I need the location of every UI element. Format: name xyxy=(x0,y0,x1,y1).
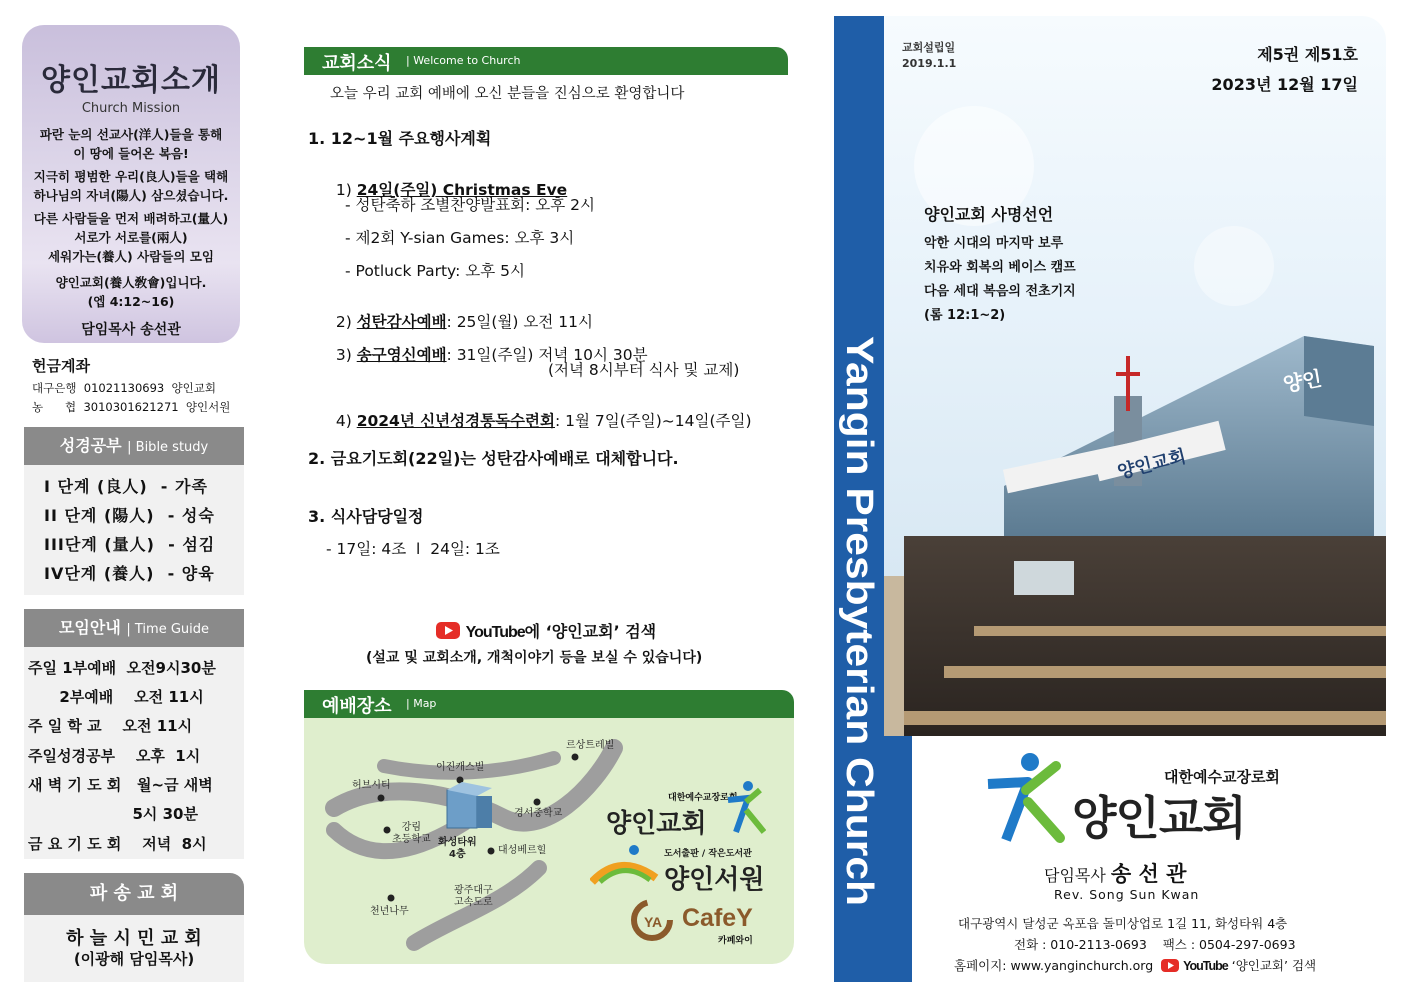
issue-volume: 제5권 제51호 xyxy=(1257,45,1358,64)
item-2-title: 성탄감사예배 xyxy=(356,313,447,331)
church-logo-icon xyxy=(718,780,766,834)
mission-church-pastor: (이광해 담임목사) xyxy=(73,950,195,968)
map-place: 광주대구 고속도로 xyxy=(454,885,493,908)
youtube-brand: YouTube xyxy=(465,624,525,641)
church-photo xyxy=(884,16,1386,736)
map-panel xyxy=(304,718,794,964)
youtube-icon xyxy=(436,622,460,639)
cafe-logo-icon xyxy=(630,898,678,942)
item-2: 2) 성탄감사예배: 25일(월) 오전 11시 xyxy=(335,313,593,331)
statement-list xyxy=(924,232,1076,328)
bible-study-row: III단계 (量人) - 섬김 xyxy=(44,535,216,554)
logo-small-text: 대한예수교장로회 xyxy=(668,793,738,803)
item-3: 3) 송구영신예배: 31일(주일) 저녁 10시 30분 xyxy=(335,346,648,364)
logo-text: 양인교회 xyxy=(606,809,707,839)
statement-line: 다음 세대 복음의 전초기지 xyxy=(924,284,1076,299)
time-guide-row: 새 벽 기 도 회 월~금 새벽 xyxy=(28,776,213,794)
church-logo-large-icon xyxy=(982,752,1066,844)
time-guide-header: 모임안내 | Time Guide xyxy=(24,609,244,647)
footer-pastor-name: 송 선 관 xyxy=(1110,862,1187,886)
time-guide-title: 모임안내 xyxy=(58,618,121,637)
logo-cafe xyxy=(682,904,753,946)
giving-title: 헌금계좌 xyxy=(32,357,90,375)
time-guide-row: 금 요 기 도 회 저녁 8시 xyxy=(28,835,207,853)
mission-subtitle: Church Mission xyxy=(81,101,181,116)
cover-panel xyxy=(884,16,1386,736)
section-3-detail: - 17일: 4조 l 24일: 1조 xyxy=(326,540,500,558)
map-title-en: | Map xyxy=(406,697,437,710)
map-place: 대성베르힐 xyxy=(498,845,547,856)
item-3-title: 송구영신예배 xyxy=(356,346,447,364)
item-4-title: 2024년 신년성경통독수련회 xyxy=(356,412,555,430)
footer-phone: 전화 : 010-2113-0693 팩스 : 0504-297-0693 xyxy=(1014,937,1296,952)
vertical-church-title xyxy=(834,330,884,910)
bible-study-row: II 단계 (陽人) - 성숙 xyxy=(44,506,215,525)
mission-text-4: 양인교회(養人敎會)입니다. (엡 4:12~16) xyxy=(55,275,207,309)
section-3-title: 3. 식사담당일정 xyxy=(308,507,424,526)
tower-sign-text: 양인 xyxy=(1281,366,1324,397)
logo-yangin-bookstore xyxy=(664,846,764,896)
map-place: 르상트레빌 xyxy=(566,740,615,751)
item-1-title: 24일(주일) Christmas Eve xyxy=(356,181,568,199)
bible-study-title-en: Bible study xyxy=(135,440,209,455)
cover-bottom-bar xyxy=(884,736,912,982)
map-header xyxy=(304,690,794,718)
mission-church-header: 파 송 교 회 xyxy=(24,873,244,915)
item-1: 1) 24일(주일) Christmas Eve xyxy=(335,181,568,199)
time-guide-row: 주일성경공부 오후 1시 xyxy=(28,747,201,765)
founded-block xyxy=(902,40,956,72)
statement-line: (롬 12:1~2) xyxy=(924,308,1006,323)
footer-web-line xyxy=(954,956,1316,974)
news-title-en: | Welcome to Church xyxy=(406,54,521,67)
youtube-subtext: (설교 및 교회소개, 개척이야기 등을 보실 수 있습니다) xyxy=(366,650,703,666)
item-1-detail: - Potluck Party: 오후 5시 xyxy=(345,262,525,280)
bible-study-row: I 단계 (良人) - 가족 xyxy=(44,477,208,496)
logo-small-text: 카페와이 xyxy=(718,936,753,946)
mission-panel xyxy=(22,25,240,343)
section-1-title: 1. 12~1월 주요행사계획 xyxy=(308,129,492,148)
logo-text: 양인서원 xyxy=(664,865,765,895)
time-guide-title-en: Time Guide xyxy=(134,622,210,637)
footer-church-name: 양인교회 xyxy=(1072,791,1246,845)
founded-label: 교회설립일 xyxy=(902,41,956,54)
mission-text-3: 다른 사람들을 먼저 배려하고(量人) 서로가 서로를(兩人) 세워가는(養人) 사람들의 모임 xyxy=(33,211,229,264)
bible-study-title: 성경공부 xyxy=(59,436,122,455)
map-place: 강림 초등학교 xyxy=(392,822,431,845)
news-header xyxy=(304,47,788,75)
bookstore-logo-icon xyxy=(590,842,660,888)
mission-text-1: 파란 눈의 선교사(洋人)들을 통해 이 땅에 들어온 복음! xyxy=(39,127,223,161)
time-guide-row: 5시 30분 xyxy=(28,805,198,823)
map-place: 이진캐스빌 xyxy=(436,762,485,773)
footer-website[interactable]: 홈페이지: www.yanginchurch.org xyxy=(954,958,1154,973)
statement-line: 악한 시대의 마지막 보루 xyxy=(924,236,1064,251)
footer-denomination: 대한예수교장로회 xyxy=(1164,768,1280,786)
footer-address: 대구광역시 달성군 옥포읍 돌미상업로 1길 11, 화성타워 4층 xyxy=(958,916,1288,931)
footer-pastor-label: 담임목사 xyxy=(1044,866,1106,885)
giving-account-2: 농 협 3010301621271 양인서원 xyxy=(32,400,231,414)
giving-account-1: 대구은행 01021130693 양인교회 xyxy=(32,381,216,395)
map-title: 예배장소 xyxy=(322,696,392,717)
time-guide-row: 주 일 학 교 오전 11시 xyxy=(28,717,193,735)
issue-date: 2023년 12월 17일 xyxy=(1211,75,1358,94)
welcome-text: 오늘 우리 교회 예배에 오신 분들을 진심으로 환영합니다 xyxy=(330,86,685,102)
time-guide-row: 2부예배 오전 11시 xyxy=(28,688,204,706)
statement-line: 치유와 회복의 베이스 캠프 xyxy=(924,260,1076,275)
svg-text:YA: YA xyxy=(644,914,663,930)
time-guide-row: 주일 1부예배 오전9시30분 xyxy=(28,659,216,677)
footer-pastor-en: Rev. Song Sun Kwan xyxy=(1054,887,1200,902)
section-2-title: 2. 금요기도회(22일)는 성탄감사예배로 대체합니다. xyxy=(308,449,679,468)
map-place-church: 화성타워 4층 xyxy=(438,837,477,860)
footer-youtube-brand[interactable]: YouTube xyxy=(1183,959,1228,973)
footer-youtube-text: ‘양인교회’ 검색 xyxy=(1231,958,1317,973)
statement-title: 양인교회 사명선언 xyxy=(924,205,1054,224)
youtube-search-line: YouTube에 ‘양인교회’ 검색 xyxy=(436,619,656,642)
item-3-note: (저녁 8시부터 식사 및 교제) xyxy=(548,361,740,379)
map-place: 허브시티 xyxy=(352,780,391,791)
map-place: 경서중학교 xyxy=(514,808,563,819)
vertical-title-text: Yangin Presbyterian Church xyxy=(838,336,880,845)
founded-date: 2019.1.1 xyxy=(902,57,957,70)
footer-pastor xyxy=(1044,858,1186,888)
map-place: 천년나무 xyxy=(370,906,409,917)
bible-study-row: IV단계 (養人) - 양육 xyxy=(44,564,215,583)
mission-title: 양인교회소개 xyxy=(41,63,221,98)
mission-pastor: 담임목사 송선관 xyxy=(81,322,181,338)
logo-small-text: 도서출판 / 작은도서관 xyxy=(664,849,752,859)
item-1-detail: - 제2회 Y-sian Games: 오후 3시 xyxy=(345,229,575,247)
logo-text: CafeY xyxy=(682,904,753,932)
item-1-detail: - 성탄축하 조별찬양발표회: 오후 2시 xyxy=(345,196,596,214)
bible-study-header: 성경공부 | Bible study xyxy=(24,427,244,465)
youtube-icon xyxy=(1161,959,1179,972)
mission-text-2: 지극히 평범한 우리(良人)들을 택해 하나님의 자녀(陽人) 삼으셨습니다. xyxy=(33,169,229,203)
news-title: 교회소식 xyxy=(322,53,392,74)
issue-block xyxy=(1211,40,1358,100)
item-4: 4) 2024년 신년성경통독수련회: 1월 7일(주일)~14일(주일) xyxy=(335,412,752,430)
mission-church-name: 하 늘 시 민 교 회 xyxy=(66,928,202,949)
building-sign-text: 양인교회 xyxy=(1115,446,1189,484)
